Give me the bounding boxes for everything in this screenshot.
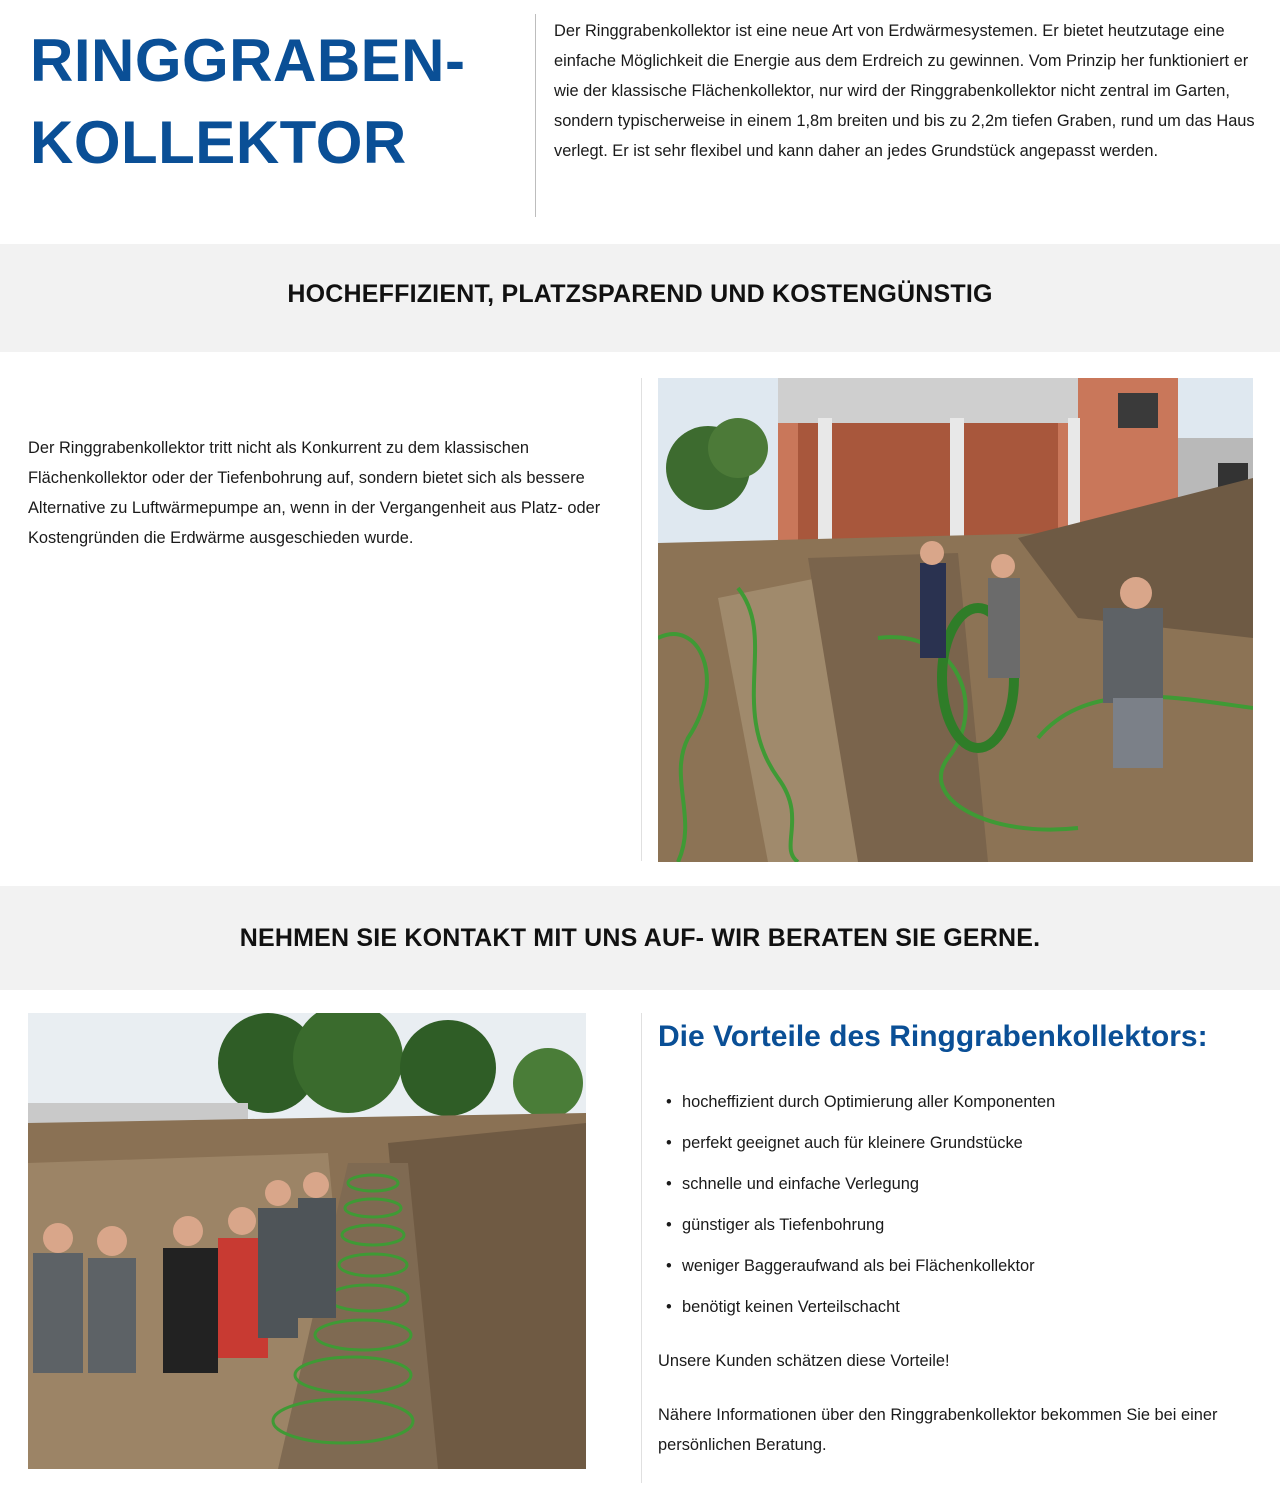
page-title: [30, 20, 510, 184]
list-item: • schnelle und einfache Verlegung: [662, 1169, 1262, 1210]
page-title-line-2: KOLLEKTOR: [30, 109, 407, 176]
advantages-heading: Die Vorteile des Ringgrabenkollektors:: [658, 1020, 1208, 1053]
advantages-list: [662, 1087, 1262, 1333]
intro-paragraph: Der Ringgrabenkollektor ist eine neue Art von Erdwärmesystemen. Er bietet heutzutage eine einfache Möglichkeit die Energie aus dem Erdreich zu gewinnen. Vom Prinzip her funktioniert er wie der klassische Flächenkollektor, nur wird der Ringgrabenkollektor nicht zentral im Garten, sondern typischerweise in einem 1,8m breiten und bis zu 2,2m tiefen Graben, rund um das Haus verlegt. Er ist sehr flexibel und kann daher an jedes Grundstück angepasst werden.: [554, 22, 1255, 160]
consultation-note: Nähere Informationen über den Ringgrabenkollektor bekommen Sie bei einer persönlichen Beratung.: [658, 1406, 1218, 1454]
banner-heading-efficiency: HOCHEFFIZIENT, PLATZSPAREND UND KOSTENGÜNSTIG: [287, 280, 993, 308]
photo-team-at-trench: [28, 1013, 586, 1469]
column-divider-lower: [641, 1013, 642, 1483]
section-banner-contact: [0, 886, 1280, 990]
list-item: • perfekt geeignet auch für kleinere Grundstücke: [662, 1128, 1262, 1169]
banner-heading-contact: NEHMEN SIE KONTAKT MIT UNS AUF- WIR BERATEN SIE GERNE.: [239, 924, 1041, 952]
customer-note: Unsere Kunden schätzen diese Vorteile!: [658, 1352, 950, 1370]
comparison-paragraph: Der Ringgrabenkollektor tritt nicht als Konkurrent zu dem klassischen Flächenkollektor oder der Tiefenbohrung auf, sondern bietet sich als bessere Alternative zu Luftwärmepumpe an, wenn in der Vergangenheit aus Platz- oder Kostengründen die Erdwärme ausgeschieden wurde.: [28, 439, 601, 547]
section-banner-efficiency: [0, 244, 1280, 352]
hero-divider: [535, 14, 536, 217]
list-item: • hocheffizient durch Optimierung aller Komponenten: [662, 1087, 1262, 1128]
list-item: • günstiger als Tiefenbohrung: [662, 1210, 1262, 1251]
column-divider: [641, 378, 642, 861]
list-item: • weniger Baggeraufwand als bei Flächenkollektor: [662, 1251, 1262, 1292]
list-item: • benötigt keinen Verteilschacht: [662, 1292, 1262, 1333]
page-title-line-1: RINGGRABEN-: [30, 27, 466, 94]
photo-workers-laying-pipe: [658, 378, 1253, 862]
